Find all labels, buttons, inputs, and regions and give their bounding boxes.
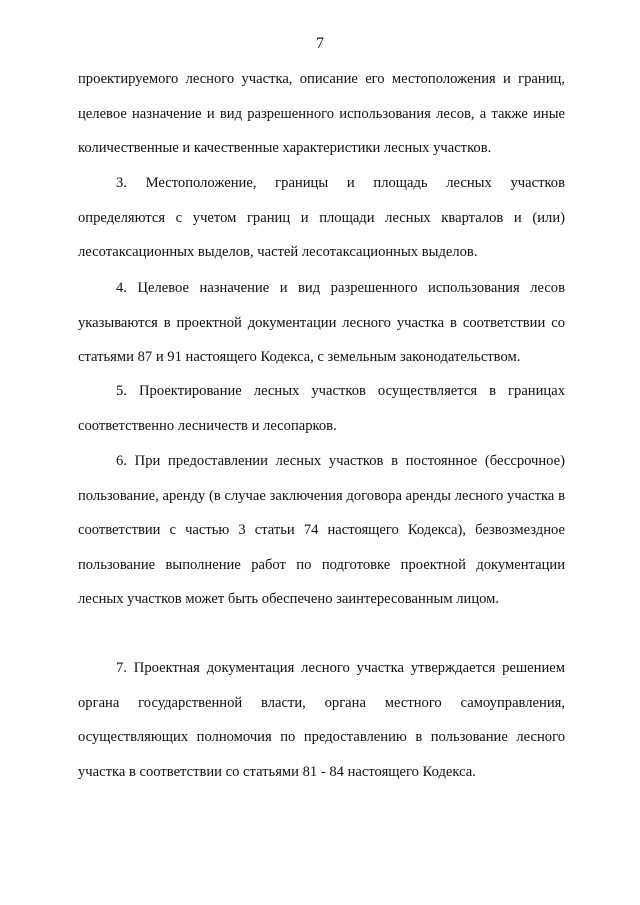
paragraph-5: 5. Проектирование лесных участков осуществляется в границах соответственно лесничеств и лесопарков. — [78, 383, 565, 434]
paragraph-3: 3. Местоположение, границы и площадь лесных участков определяются с учетом границ и площади лесных кварталов и (или) лесотаксационных выделов, частей лесотаксационных выделов. — [78, 175, 565, 261]
paragraph-7: 7. Проектная документация лесного участка утверждается решением органа государственной власти, органа местного самоуправления, осуществляющих полномочия по предоставлению в пользование лесного участка в соответствии со статьями 81 - 84 настоящего Кодекса. — [78, 660, 565, 780]
paragraph-6: 6. При предоставлении лесных участков в постоянное (бессрочное) пользование, аренду (в случае заключения договора аренды лесного участка в соответствии с частью 3 статьи 74 настоящего Кодекса), безвозмездное пользование выполнение работ по подготовке проектной документации лесных участков может быть обеспечено заинтересованным лицом. — [78, 453, 565, 608]
page-number: 7 — [316, 35, 324, 52]
paragraph-4: 4. Целевое назначение и вид разрешенного использования лесов указываются в проектной документации лесного участка в соответствии со статьями 87 и 91 настоящего Кодекса, с земельным законодательством. — [78, 280, 565, 366]
paragraph-continuation: проектируемого лесного участка, описание его местоположения и границ, целевое назначение и вид разрешенного использования лесов, а также иные количественные и качественные характеристики лесных участков. — [78, 71, 565, 157]
